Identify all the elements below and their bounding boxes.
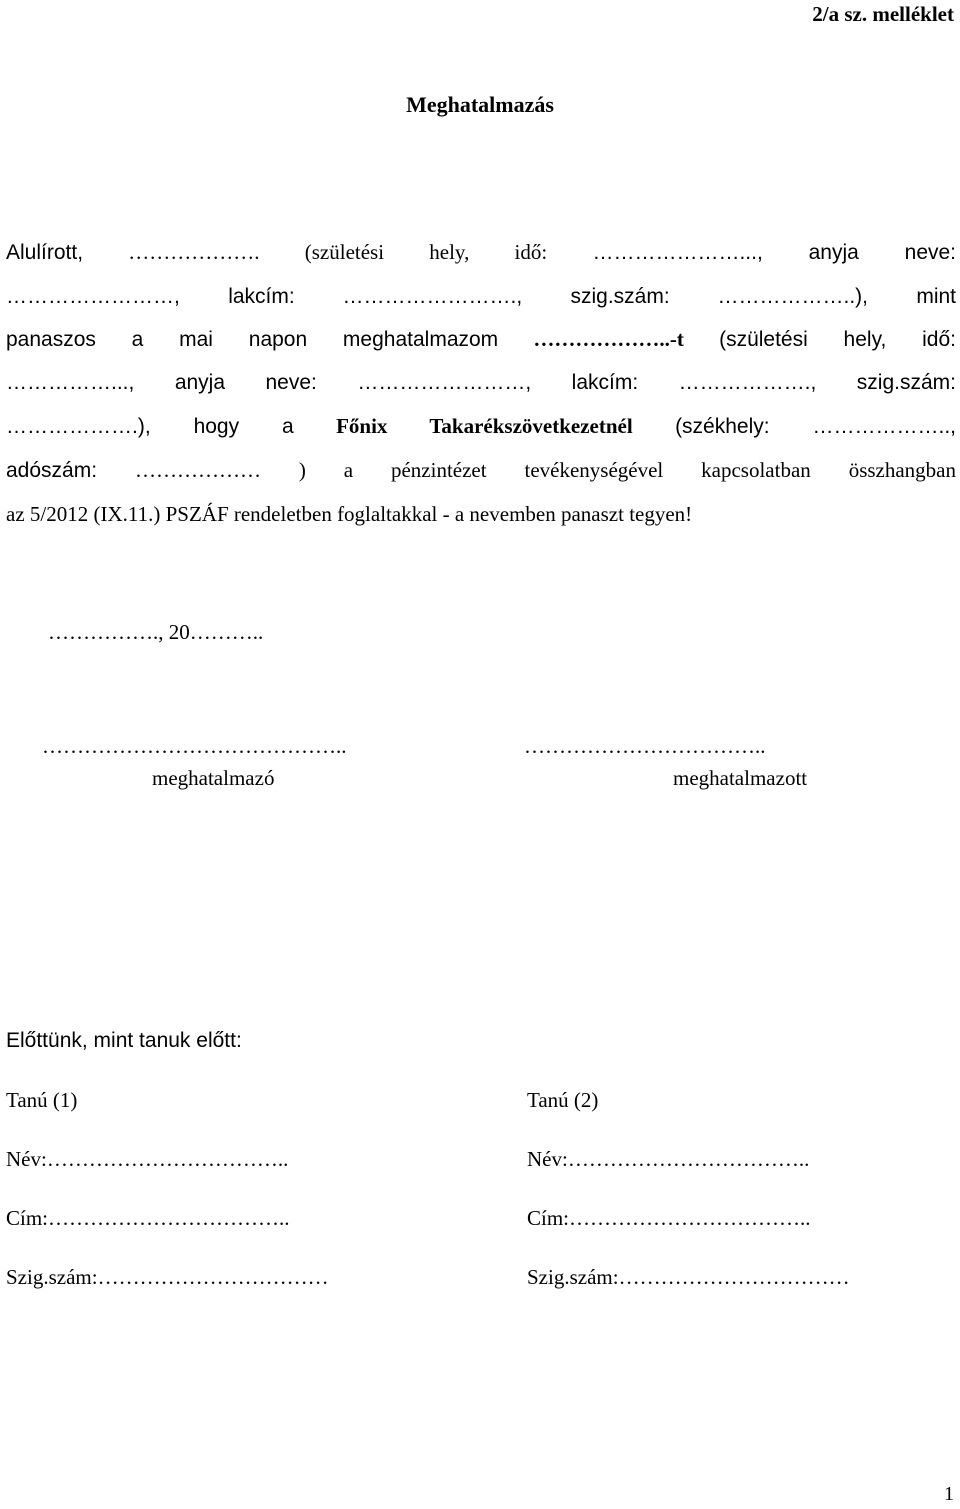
witnesses-heading: Előttünk, mint tanuk előtt: [6,1029,242,1052]
witness-1-id-field: Szig.szám:…………………………… [6,1265,329,1289]
body-line-4: ……………..., anyja neve: ……………………, lakcím: ………………., szig.szám: [6,371,956,394]
witness-2-title: Tanú (2) [527,1088,599,1112]
page-number: 1 [944,1483,954,1505]
witness-1-address-field: Cím:…………………………….. [6,1206,290,1230]
body-line-6: adószám: ……………… ) a pénzintézet tevékenységével kapcsolatban összhangban [6,458,956,482]
body-line-2: ……………………, lakcím: ……………………., szig.szám: ………………..), mint [6,285,957,308]
grantee-signature-line: …………………………….. [524,734,766,758]
institution-name: Főnix Takarékszövetkezetnél [336,414,633,438]
witness-1-title: Tanú (1) [6,1088,78,1112]
body-line-5: ……………….), hogy a Főnix Takarékszövetkezetnél (székhely: ……………….., [6,414,957,438]
witness-2-name-field: Név:…………………………….. [527,1147,810,1171]
body-line-1: Alulírott, ………………. (születési hely, idő: …………………..., anyja neve: [6,240,957,264]
grantee-label: meghatalmazott [673,766,808,790]
witness-1-name-field: Név:…………………………….. [6,1147,289,1171]
body-line-3: panaszos a mai napon meghatalmazom ………………..-t (születési hely, idő: [6,327,956,351]
witness-2-address-field: Cím:…………………………….. [527,1206,811,1230]
document-title: Meghatalmazás [406,92,554,117]
annex-label: 2/a sz. melléklet [812,2,954,26]
place-date-field: ……………., 20……….. [48,620,264,644]
witness-2-id-field: Szig.szám:…………………………… [527,1265,850,1289]
grantor-label: meghatalmazó [152,766,275,790]
grantor-signature-line: …………………………………….. [42,734,347,758]
body-line-7: az 5/2012 (IX.11.) PSZÁF rendeletben foglaltakkal - a nevemben panaszt tegyen! [6,502,693,526]
